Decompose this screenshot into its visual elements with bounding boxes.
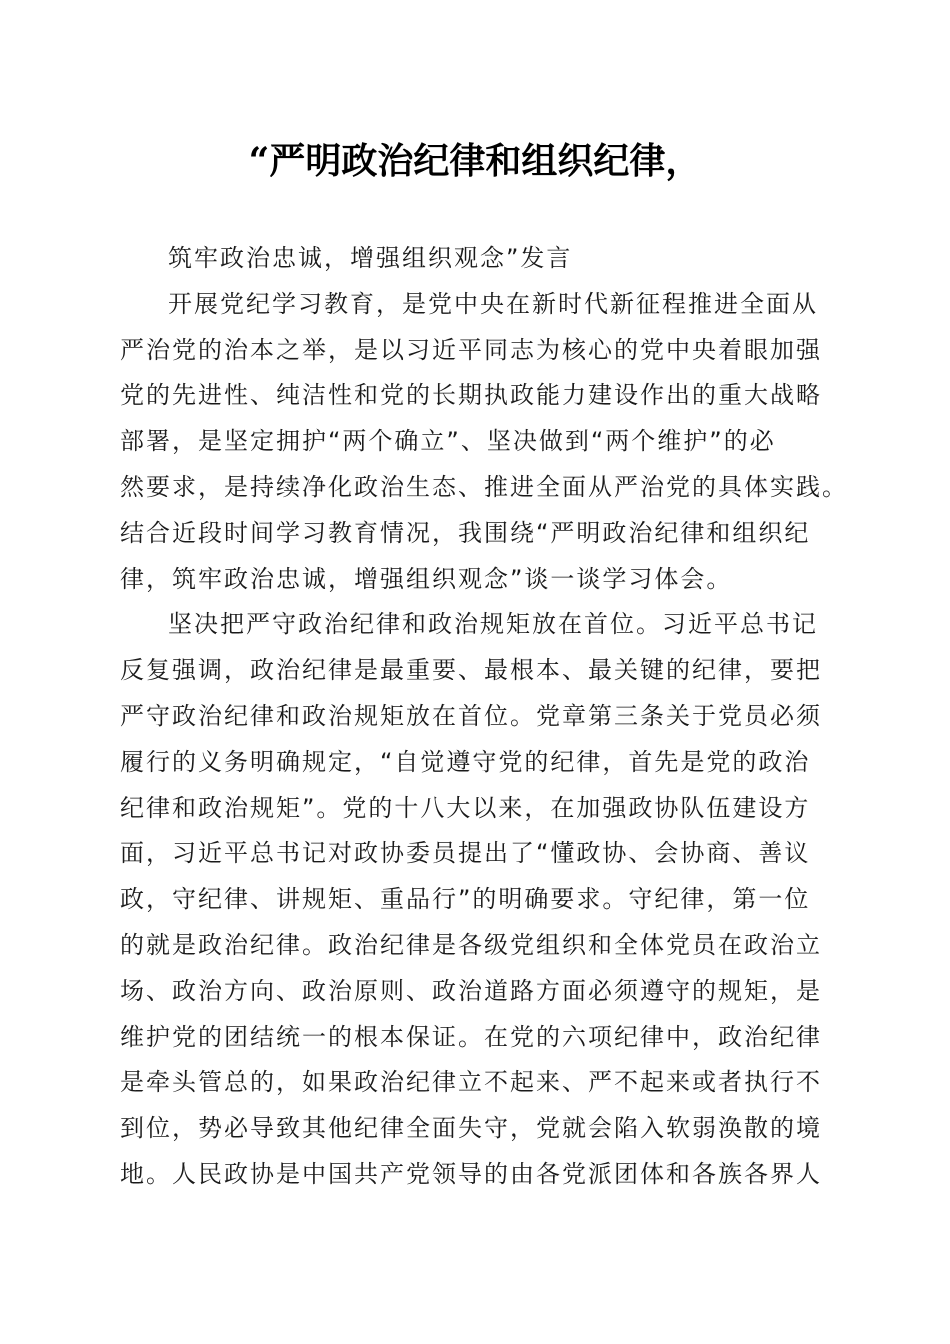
body-line: 结合近段时间学习教育情况，我围绕“严明政治纪律和组织纪 <box>120 518 811 547</box>
body-line: 场、政治方向、政治原则、政治道路方面必须遵守的规矩，是 <box>120 976 822 1005</box>
body-line: 面，习近平总书记对政协委员提出了“懂政协、会协商、善议 <box>120 839 811 868</box>
document-title: “严明政治纪律和组织纪律， <box>248 140 702 182</box>
body-line: 坚决把严守政治纪律和政治规矩放在首位。习近平总书记 <box>168 610 818 639</box>
document-body <box>120 236 848 1198</box>
body-line: 政，守纪律、讲规矩、重品行”的明确要求。守纪律，第一位 <box>120 885 811 914</box>
body-line: 到位，势必导致其他纪律全面失守，党就会陷入软弱涣散的境 <box>120 1114 822 1143</box>
body-line: 严守政治纪律和政治规矩放在首位。党章第三条关于党员必须 <box>120 701 822 730</box>
body-line: 反复强调，政治纪律是最重要、最根本、最关键的纪律，要把 <box>120 656 822 685</box>
body-line: 地。人民政协是中国共产党领导的由各党派团体和各族各界人 <box>120 1159 822 1188</box>
body-line: 履行的义务明确规定，“自觉遵守党的纪律，首先是党的政治 <box>120 747 811 776</box>
body-line: 筑牢政治忠诚，增强组织观念”发言 <box>168 244 573 272</box>
body-line: 党的先进性、纯洁性和党的长期执政能力建设作出的重大战略 <box>120 381 822 410</box>
body-line: 律，筑牢政治忠诚，增强组织观念”谈一谈学习体会。 <box>120 564 733 593</box>
body-line: 的就是政治纪律。政治纪律是各级党组织和全体党员在政治立 <box>120 930 822 959</box>
body-line: 维护党的团结统一的根本保证。在党的六项纪律中，政治纪律 <box>120 1022 822 1051</box>
body-line: 严治党的治本之举，是以习近平同志为核心的党中央着眼加强 <box>120 335 822 364</box>
body-line: 部署，是坚定拥护“两个确立”、坚决做到“两个维护”的必 <box>120 427 776 456</box>
body-line: 开展党纪学习教育，是党中央在新时代新征程推进全面从 <box>168 289 818 318</box>
body-line: 纪律和政治规矩”。党的十八大以来，在加强政协队伍建设方 <box>120 793 811 822</box>
body-line: 然要求，是持续净化政治生态、推进全面从严治党的具体实践。 <box>120 472 848 501</box>
body-line: 是牵头管总的，如果政治纪律立不起来、严不起来或者执行不 <box>120 1068 822 1097</box>
